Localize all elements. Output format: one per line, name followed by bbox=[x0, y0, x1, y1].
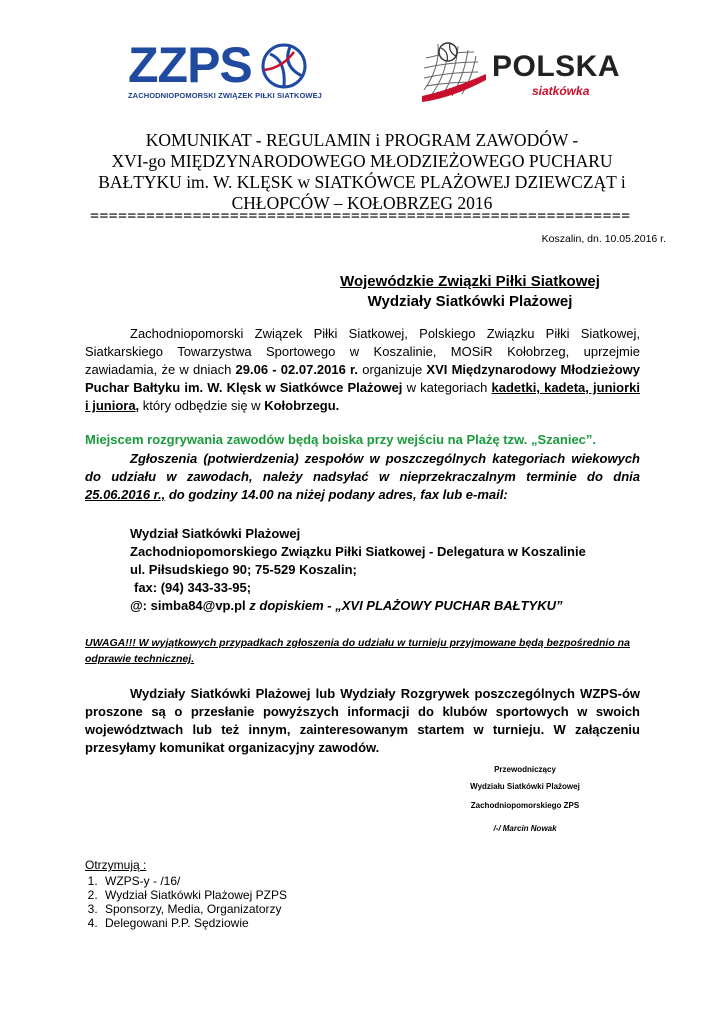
intro-text-1: Zachodniopomorski Związek Piłki Siatkowej, Polskiego Związku Piłki Siatkowej, Siatkarskiego Towarzystwa Sportowego w Koszalinie, MOSiR Kołobrzeg, uprzejmie zawiadamia, że w dniach bbox=[85, 326, 640, 377]
zzps-logo-letters: ZZPS bbox=[128, 37, 252, 93]
intro-paragraph bbox=[85, 325, 640, 415]
title-line: BAŁTYKU im. W. KLĘSK w SIATKÓWCE PLAŻOWEJ DZIEWCZĄT i bbox=[98, 172, 626, 192]
request-text: Wydziały Siatkówki Plażowej lub Wydziały Rozgrywek poszczególnych WZPS-ów proszone są o przesłanie powyższych informacji do klubów sportowych w swoich województwach lub też innym, zainteresowanym startem w turnieju. W załączeniu przesyłamy komunikat organizacyjny zawodów. bbox=[85, 686, 640, 755]
venue-notice: Miejscem rozgrywania zawodów będą boiska przy wejściu na Plażę tzw. „Szaniec”. bbox=[85, 432, 597, 447]
email-note: z dopiskiem - „XVI PLAŻOWY PUCHAR BAŁTYKU” bbox=[245, 598, 563, 613]
title-divider: ========================================================== bbox=[90, 208, 631, 225]
signature-org: Zachodniopomorskiego ZPS bbox=[470, 801, 580, 810]
registration-text-1: Zgłoszenia (potwierdzenia) zespołów w poszczególnych kategoriach wiekowych do udziału w zawodach, należy nadsyłać w nieprzekraczalnym terminie do dnia bbox=[85, 451, 640, 484]
recipients-title: Otrzymują : bbox=[85, 858, 147, 872]
addressee-line-1: Wojewódzkie Związki Piłki Siatkowej bbox=[340, 273, 600, 290]
signature-role bbox=[420, 765, 630, 791]
list-item: 1. WZPS-y - /16/ bbox=[101, 874, 485, 888]
addressee-line-2: Wydziały Siatkówki Plażowej bbox=[367, 293, 573, 310]
contact-address bbox=[130, 525, 650, 615]
date-line: Koszalin, dn. 10.05.2016 r. bbox=[541, 233, 666, 245]
email-link[interactable]: @: simba84@vp.pl bbox=[130, 598, 246, 613]
event-city: Kołobrzegu. bbox=[264, 398, 340, 413]
signature-block bbox=[420, 765, 630, 843]
zzps-logo-subtitle: ZACHODNIOPOMORSKI ZWIĄZEK PIŁKI SIATKOWEJ bbox=[128, 91, 322, 100]
volleyball-net-icon bbox=[420, 38, 490, 106]
polska-siatkowka-logo bbox=[420, 38, 620, 108]
list-item: 3. Sponsorzy, Media, Organizatorzy bbox=[101, 902, 485, 916]
registration-paragraph bbox=[85, 450, 640, 504]
polska-logo-word: POLSKA bbox=[492, 50, 621, 83]
fax-line: fax: (94) 343-33-95; bbox=[134, 580, 252, 595]
request-paragraph bbox=[85, 685, 640, 757]
intro-text-2: organizuje bbox=[358, 362, 427, 377]
event-name: XVI Międzynarodowy Młodzieżowy Puchar Bałtyku im. W. Klęsk w Siatkówce Plażowej bbox=[85, 362, 640, 395]
title-line: KOMUNIKAT - REGULAMIN i PROGRAM ZAWODÓW - bbox=[145, 130, 579, 150]
polska-logo-sub: siatkówka bbox=[532, 84, 590, 98]
list-item: 4. Delegowani P.P. Sędziowie bbox=[101, 916, 485, 930]
address-line: Wydział Siatkówki Plażowej bbox=[130, 526, 301, 541]
signature-role-1: Przewodniczący bbox=[494, 765, 556, 774]
document-title bbox=[80, 130, 644, 214]
intro-text-4: który odbędzie się w bbox=[139, 398, 265, 413]
list-item: 2. Wydział Siatkówki Plażowej PZPS bbox=[101, 888, 485, 902]
signature-name: /-/ Marcin Nowak bbox=[493, 824, 557, 833]
registration-deadline: 25.06.2016 r., bbox=[85, 487, 166, 502]
addressee bbox=[300, 272, 640, 312]
volleyball-icon bbox=[260, 42, 308, 90]
address-line: Zachodniopomorskiego Związku Piłki Siatkowej - Delegatura w Koszalinie bbox=[130, 544, 586, 559]
signature-role-2: Wydziału Siatkówki Plażowej bbox=[470, 782, 580, 791]
registration-text-2: do godziny 14.00 na niżej podany adres, fax lub e-mail: bbox=[165, 487, 508, 502]
title-line: XVI-go MIĘDZYNARODOWEGO MŁODZIEŻOWEGO PUCHARU bbox=[111, 151, 613, 171]
zzps-logo bbox=[128, 37, 328, 110]
email-line bbox=[130, 597, 650, 615]
uwaga-notice: UWAGA!!! W wyjątkowych przypadkach zgłoszenia do udziału w turnieju przyjmowane będą bezpośrednio na odprawie technicznej. bbox=[85, 637, 630, 665]
address-line: ul. Piłsudskiego 90; 75-529 Koszalin; bbox=[130, 562, 357, 577]
event-categories: kadetki, kadeta, juniorki i juniora, bbox=[85, 380, 641, 413]
recipients-list bbox=[85, 858, 485, 930]
event-dates: 29.06 - 02.07.2016 r. bbox=[235, 362, 359, 377]
title-line: CHŁOPCÓW – KOŁOBRZEG 2016 bbox=[231, 193, 493, 213]
intro-text-3: w kategoriach bbox=[402, 380, 492, 395]
